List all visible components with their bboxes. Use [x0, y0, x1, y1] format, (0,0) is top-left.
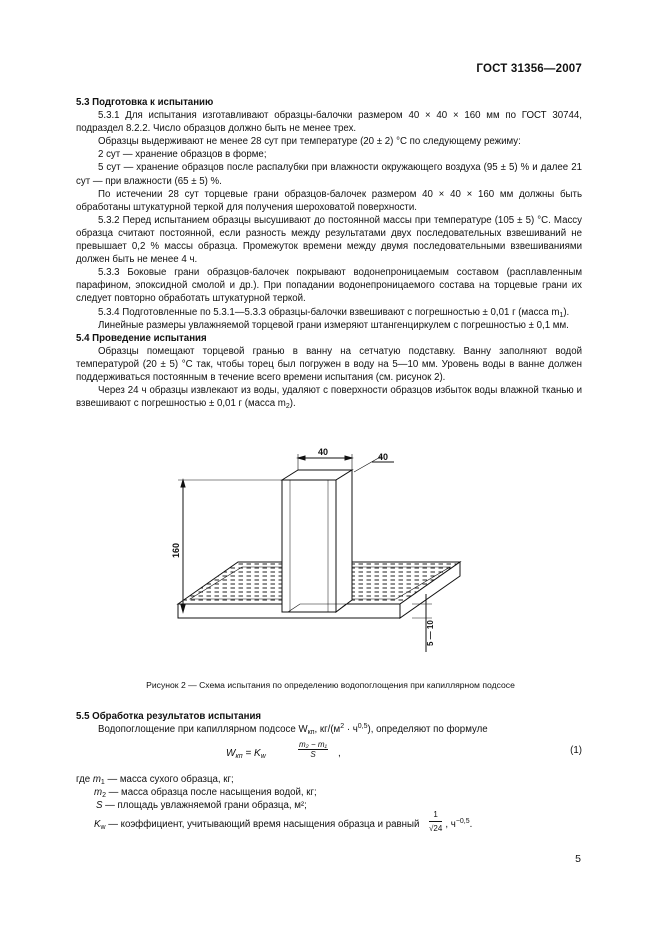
intro-text-a: Водопоглощение при капиллярном подсосе W	[98, 724, 308, 736]
text-block-main	[76, 96, 582, 410]
where-s	[76, 799, 596, 812]
paragraph-5-3-3: 5.3.3 Боковые грани образцов-балочек покрывают водонепроницаемым составом (расплавленным парафином, эпоксидной смолой и др.). При попадании водонепроницаемого состава на торцевые грани их следует повторно обработать штукатурной теркой.	[76, 267, 582, 305]
formula-denominator: S	[310, 750, 316, 759]
where-list	[76, 773, 596, 831]
dim-width-label: 40	[318, 447, 329, 457]
where-m2-sub: 2	[102, 792, 106, 799]
figure-2	[150, 434, 480, 674]
paragraph-linear: Линейные размеры увлажняемой торцевой грани измеряют штангенциркулем с погрешностью ± 0,1 мм.	[98, 319, 569, 331]
kw-denominator: √24	[429, 824, 443, 833]
paragraph-5-5-intro	[76, 723, 582, 736]
paragraph-cure: Образцы выдерживают не менее 28 сут при температуре (20 ± 2) °С по следующему режиму:	[98, 136, 521, 148]
where-kw-sym: K	[94, 819, 101, 830]
kw-fraction	[429, 808, 442, 835]
paragraph-28-days: По истечении 28 сут торцевые грани образцов-балочек размером 40 × 40 × 160 мм должны быть обработаны штукатурной теркой для получения шероховатой поверхности.	[76, 188, 582, 213]
text-5-4-2b: ).	[289, 398, 296, 410]
where-m1-text: — масса сухого образца, кг;	[104, 774, 234, 785]
intro-text-d: ), определяют по формуле	[367, 724, 488, 736]
intro-sup-1: 2	[340, 723, 345, 731]
figure-2-drawing	[150, 434, 480, 674]
paragraph-2-days: 2 сут — хранение образцов в форме;	[98, 149, 267, 161]
where-kw-text: — коэффициент, учитывающий время насыщения образца и равный	[105, 819, 420, 830]
text-5-3-4a: 5.3.4 Подготовленные по 5.3.1—5.3.3 образцы-балочки взвешивают с погрешностью ± 0,01 г (масса m	[98, 306, 560, 318]
formula-number: (1)	[570, 745, 582, 756]
where-m1-sub: 1	[100, 779, 105, 786]
formula-w-sub: кп	[235, 753, 243, 760]
paragraph-5-4-2	[76, 384, 582, 410]
where-kw	[76, 810, 596, 833]
formula-numerator: m₂ − m₁	[299, 740, 328, 749]
paragraph-5-4-1: Образцы помещают торцевой гранью в ванну на сетчатую подставку. Ванну заполняют водой температурой (20 ± 5) °С так, чтобы торец был погружен в воду на 5—10 мм. Уровень воды в ванне должен поддерживаться постоянным в течение всего времени испытания (см. рисунок 2).	[76, 345, 582, 383]
formula-fraction	[298, 740, 328, 759]
section-heading-5-3: 5.3 Подготовка к испытанию	[76, 97, 214, 108]
sub-m2: 2	[285, 403, 290, 411]
kw-numerator: 1	[429, 808, 442, 822]
where-kw-unit-sup: −0,5	[455, 818, 470, 825]
paragraph-5-days: 5 сут — хранение образцов после распалубки при влажности окружающего воздуха (95 ± 5) % и далее 21 сут — при влажности (65 ± 5) %.	[76, 162, 582, 187]
intro-sub: кп	[307, 729, 315, 737]
where-m1	[76, 773, 596, 786]
where-s-sym: S	[96, 800, 103, 811]
formula-w: W	[226, 748, 236, 759]
page-number: 5	[575, 853, 581, 865]
formula-k-sub: w	[260, 753, 266, 760]
where-s-text: — площадь увлажняемой грани образца, м²;	[102, 800, 307, 811]
where-kw-unit: , ч	[445, 819, 456, 830]
figure-caption: Рисунок 2 — Схема испытания по определению водопоглощения при капиллярном подсосе	[146, 680, 515, 690]
where-kw-unit-end: .	[469, 819, 473, 830]
dim-height-label: 160	[171, 542, 181, 558]
section-heading-5-5: 5.5 Обработка результатов испытания	[76, 711, 262, 722]
section-heading-5-4: 5.4 Проведение испытания	[76, 332, 207, 344]
sub-m1: 1	[559, 311, 564, 319]
dim-water-label: 5 — 10	[426, 620, 435, 646]
formula-lhs	[226, 748, 266, 759]
dim-depth-label: 40	[378, 452, 389, 462]
paragraph-5-3-1: 5.3.1 Для испытания изготавливают образцы-балочки размером 40 × 40 × 160 мм по ГОСТ 30744, подраздел 8.2.2. Число образцов должно быть не менее трех.	[76, 110, 582, 135]
formula-eq: = K	[242, 748, 261, 759]
formula-comma: ,	[338, 748, 341, 759]
where-kw-sub: w	[100, 824, 106, 831]
prism-right	[336, 470, 352, 612]
standard-header: ГОСТ 31356—2007	[476, 63, 582, 75]
text-block-5-5	[76, 710, 582, 736]
where-m2-sym: m	[94, 787, 103, 798]
formula-1	[226, 738, 426, 768]
intro-text-c: · ч	[344, 724, 358, 736]
text-5-3-4b: ).	[563, 306, 570, 318]
where-m2-text: — масса образца после насыщения водой, кг;	[105, 787, 317, 798]
text-5-4-2a: Через 24 ч образцы извлекают из воды, удаляют с поверхности образцов избыток воды влажной тканью и взвешивают с погрешностью ± 0,01 г (масса m	[76, 385, 582, 410]
intro-text-b: , кг/(м	[314, 724, 341, 736]
intro-sup-2: 0,5	[357, 723, 368, 731]
paragraph-5-3-2: 5.3.2 Перед испытанием образцы высушивают до постоянной массы при температуре (105 ± 5) °С. Массу образца считают постоянной, если разность между результатами двух последовательных взвешиваний не превышает 0,2 % массы образца. Промежуток времени между двумя последовательными взвешиваниями должен быть не менее 4 ч.	[76, 214, 582, 266]
where-m2	[76, 786, 596, 799]
where-label: где	[76, 774, 91, 785]
where-m1-sym: m	[92, 774, 101, 785]
paragraph-5-3-4	[76, 306, 582, 319]
